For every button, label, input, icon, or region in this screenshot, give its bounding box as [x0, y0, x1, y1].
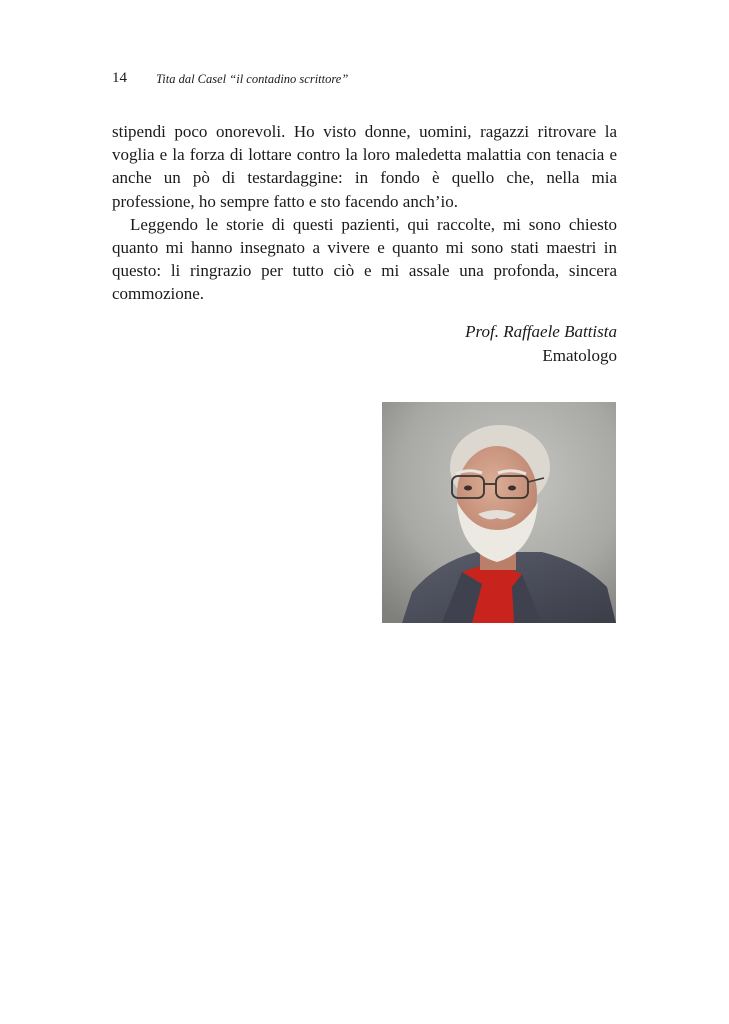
- signature-name: Prof. Raffaele Battista: [465, 322, 617, 341]
- running-title: Tita dal Casel “il contadino scrittore”: [156, 72, 349, 86]
- author-portrait-photo: [382, 402, 616, 623]
- eye-left: [464, 486, 472, 491]
- body-text: [112, 120, 617, 306]
- portrait-illustration: [382, 402, 616, 623]
- signature-role: Ematologo: [542, 346, 617, 365]
- eye-right: [508, 486, 516, 491]
- paragraph-2: Leggendo le storie di questi pazienti, qui raccolte, mi sono chiesto quanto mi hanno insegnato a vivere e quanto mi sono stati maestri in questo: li ringrazio per tutto ciò e mi assale una profonda, sincera commozione.: [112, 214, 617, 304]
- page-number: 14: [112, 70, 127, 86]
- page-header: [112, 70, 617, 90]
- paragraph-1: stipendi poco onorevoli. Ho visto donne, uomini, ragazzi ritrovare la voglia e la forza di lottare contro la loro maledetta malattia con tenacia e anche un pò di testardaggine: in fondo è quello che, nella mia professione, ho sempre fatto e sto facendo anch’io.: [112, 122, 617, 211]
- signature: [465, 320, 617, 368]
